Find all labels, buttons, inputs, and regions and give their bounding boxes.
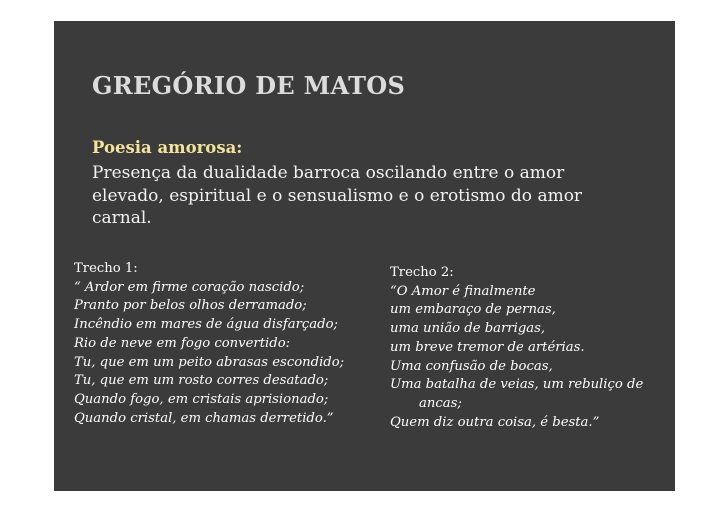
verse-line: Quando cristal, em chamas derretido.” (74, 410, 334, 426)
intro-line: carnal. (92, 208, 152, 228)
verse-line: Uma batalha de veias, um rebuliço de (390, 377, 644, 393)
excerpt-1-label: Trecho 1: (74, 261, 138, 276)
verse-line: Rio de neve em fogo convertido: (74, 335, 291, 351)
excerpt-2-label: Trecho 2: (390, 265, 454, 280)
verse-line: um embaraço de pernas, (390, 302, 556, 318)
verse-line: “O Amor é finalmente (390, 283, 536, 299)
verse-line: Pranto por belos olhos derramado; (74, 298, 307, 314)
intro-line: Presença da dualidade barroca oscilando entre o amor (92, 163, 565, 183)
verse-line: um breve tremor de artérias. (390, 339, 585, 355)
slide-subtitle: Poesia amorosa: (92, 138, 243, 157)
verse-line: “ Ardor em firme coração nascido; (74, 279, 305, 295)
verse-line: Tu, que em um peito abrasas escondido; (74, 354, 345, 370)
intro-text (92, 162, 672, 230)
verse-line: Quando fogo, em cristais aprisionado; (74, 391, 329, 407)
slide-title: GREGÓRIO DE MATOS (92, 71, 406, 100)
poem-excerpt-1 (74, 260, 344, 428)
poem-excerpt-2 (390, 264, 643, 432)
verse-line: Tu, que em um rosto corres desatado; (74, 373, 329, 389)
slide (54, 21, 675, 491)
intro-line: elevado, espiritual e o sensualismo e o erotismo do amor (92, 185, 583, 206)
verse-line: uma união de barrigas, (390, 321, 546, 337)
verse-line: Uma confusão de bocas, (390, 358, 553, 374)
verse-line: ancas; (419, 395, 462, 411)
verse-line: Quem diz outra coisa, é besta.” (390, 414, 600, 430)
verse-line: Incêndio em mares de água disfarçado; (74, 317, 338, 333)
